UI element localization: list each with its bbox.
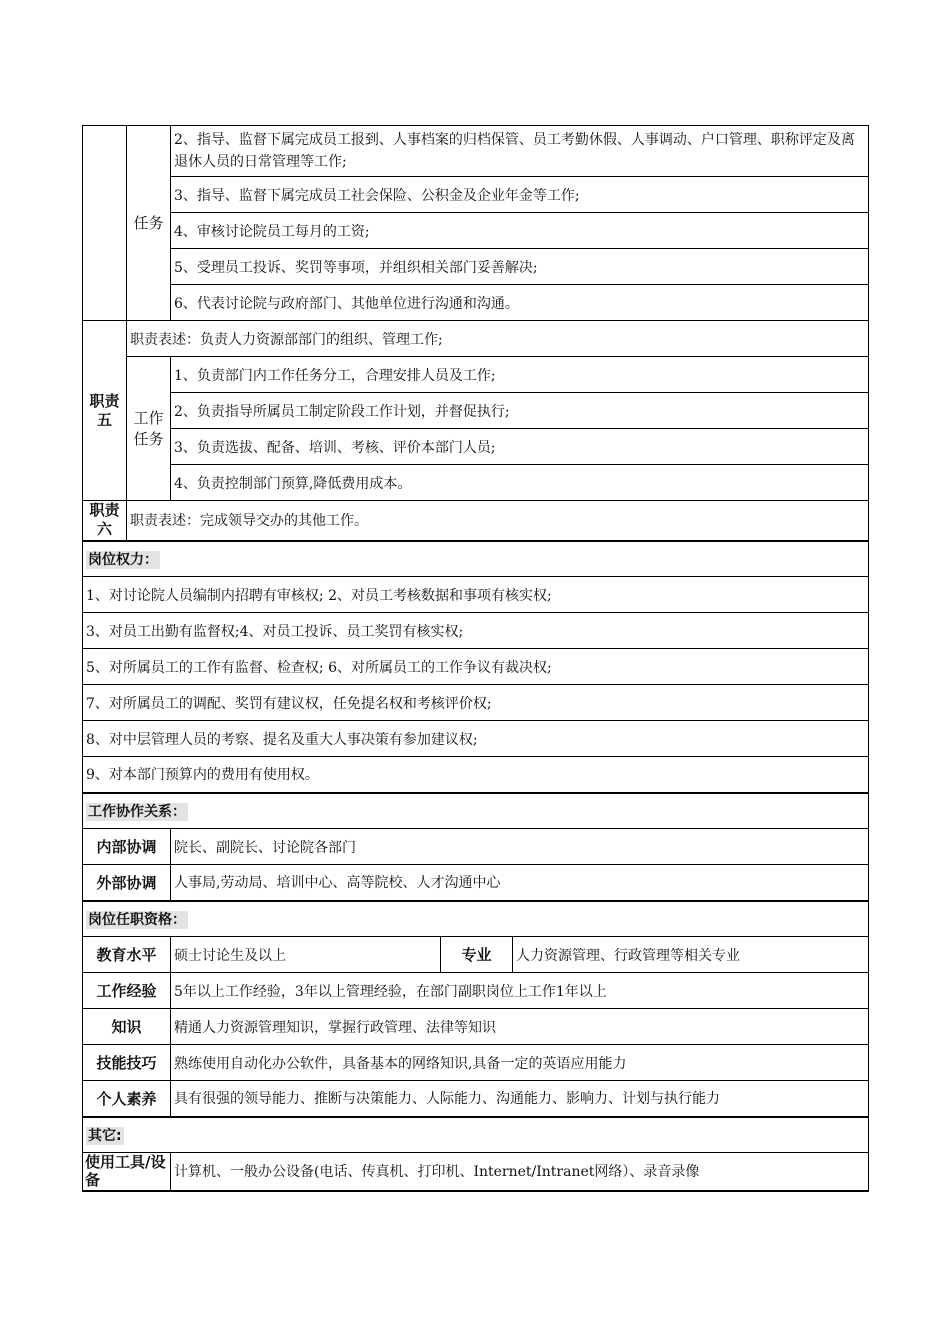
authority-row (83, 757, 869, 793)
authority-row (83, 577, 869, 613)
qualifications-title: 岗位任职资格： (88, 911, 186, 928)
authority-title: 岗位权力： (88, 551, 158, 568)
duty4-task: 6、代表讨论院与政府部门、其他单位进行沟通和沟通。 (171, 285, 869, 321)
education-label: 教育水平 (83, 937, 171, 973)
authority-item: 1、对讨论院人员编制内招聘有审核权; 2、对员工考核数据和事项有核实权; (83, 577, 869, 613)
duty5-task-row (83, 429, 869, 465)
internal-label: 内部协调 (83, 829, 171, 865)
authority-item: 5、对所属员工的工作有监督、检查权; 6、对所属员工的工作争议有裁决权; (83, 649, 869, 685)
external-label: 外部协调 (83, 865, 171, 901)
external-value: 人事局,劳动局、培训中心、高等院校、人才沟通中心 (171, 865, 869, 901)
duty6-row (83, 501, 869, 541)
personal-value: 具有很强的领导能力、推断与决策能力、人际能力、沟通能力、影响力、计划与执行能力 (171, 1081, 869, 1117)
job-description-sheet (82, 125, 868, 1192)
education-value: 硕士讨论生及以上 (171, 937, 441, 973)
internal-relation-row (83, 829, 869, 865)
knowledge-row (83, 1009, 869, 1045)
duty4-task: 5、受理员工投诉、奖罚等事项，并组织相关部门妥善解决; (171, 249, 869, 285)
major-value: 人力资源管理、行政管理等相关专业 (513, 937, 869, 973)
duty6-description: 职责表述：完成领导交办的其他工作。 (127, 501, 869, 541)
relations-title: 工作协作关系： (88, 803, 186, 820)
duty5-task: 4、负责控制部门预算,降低费用成本。 (171, 465, 869, 501)
duty5-description-row (83, 321, 869, 357)
personal-row (83, 1081, 869, 1117)
duty4-task-row (83, 126, 869, 177)
duty5-task: 1、负责部门内工作任务分工，合理安排人员及工作; (171, 357, 869, 393)
tools-label: 使用工具/设备 (83, 1153, 171, 1191)
duty4-label-cell (83, 126, 127, 321)
authority-row (83, 685, 869, 721)
other-title: 其它: (88, 1127, 122, 1144)
duty5-task-row (83, 465, 869, 501)
internal-value: 院长、副院长、讨论院各部门 (171, 829, 869, 865)
duty5-sublabel: 工作任务 (127, 357, 171, 501)
duty5-task: 2、负责指导所属员工制定阶段工作计划，并督促执行; (171, 393, 869, 429)
duty4-sublabel: 任务 (127, 126, 171, 321)
duty4-task-row (83, 249, 869, 285)
education-row (83, 937, 869, 973)
experience-row (83, 973, 869, 1009)
skills-row (83, 1045, 869, 1081)
authority-section-row (83, 541, 869, 577)
authority-row (83, 649, 869, 685)
relations-section-row (83, 793, 869, 829)
duty5-task-row (83, 357, 869, 393)
authority-row (83, 613, 869, 649)
skills-value: 熟练使用自动化办公软件，具备基本的网络知识,具备一定的英语应用能力 (171, 1045, 869, 1081)
duty6-label: 职责六 (83, 501, 127, 541)
duty4-task: 2、指导、监督下属完成员工报到、人事档案的归档保管、员工考勤休假、人事调动、户口管理、职称评定及离退休人员的日常管理等工作; (171, 126, 869, 177)
major-label: 专业 (441, 937, 513, 973)
job-description-table (82, 125, 869, 1192)
duty4-task: 4、审核讨论院员工每月的工资; (171, 213, 869, 249)
knowledge-label: 知识 (83, 1009, 171, 1045)
knowledge-value: 精通人力资源管理知识，掌握行政管理、法律等知识 (171, 1009, 869, 1045)
duty5-description: 职责表述：负责人力资源部部门的组织、管理工作; (127, 321, 869, 357)
duty5-task: 3、负责选拔、配备、培训、考核、评价本部门人员; (171, 429, 869, 465)
authority-row (83, 721, 869, 757)
other-section-row (83, 1117, 869, 1153)
authority-item: 3、对员工出勤有监督权;4、对员工投诉、员工奖罚有核实权; (83, 613, 869, 649)
tools-row (83, 1153, 869, 1191)
tools-value: 计算机、一般办公设备(电话、传真机、打印机、Internet/Intranet网络）、录音录像 (171, 1153, 869, 1191)
duty4-task-row (83, 213, 869, 249)
duty4-task-row (83, 285, 869, 321)
duty5-label: 职责五 (83, 321, 127, 501)
authority-item: 7、对所属员工的调配、奖罚有建议权，任免提名权和考核评价权; (83, 685, 869, 721)
duty4-task-row (83, 177, 869, 213)
duty5-task-row (83, 393, 869, 429)
experience-label: 工作经验 (83, 973, 171, 1009)
authority-item: 9、对本部门预算内的费用有使用权。 (83, 757, 869, 793)
external-relation-row (83, 865, 869, 901)
experience-value: 5年以上工作经验，3年以上管理经验，在部门副职岗位上工作1年以上 (171, 973, 869, 1009)
duty4-task: 3、指导、监督下属完成员工社会保险、公积金及企业年金等工作; (171, 177, 869, 213)
skills-label: 技能技巧 (83, 1045, 171, 1081)
personal-label: 个人素养 (83, 1081, 171, 1117)
authority-item: 8、对中层管理人员的考察、提名及重大人事决策有参加建议权; (83, 721, 869, 757)
qualifications-section-row (83, 901, 869, 937)
